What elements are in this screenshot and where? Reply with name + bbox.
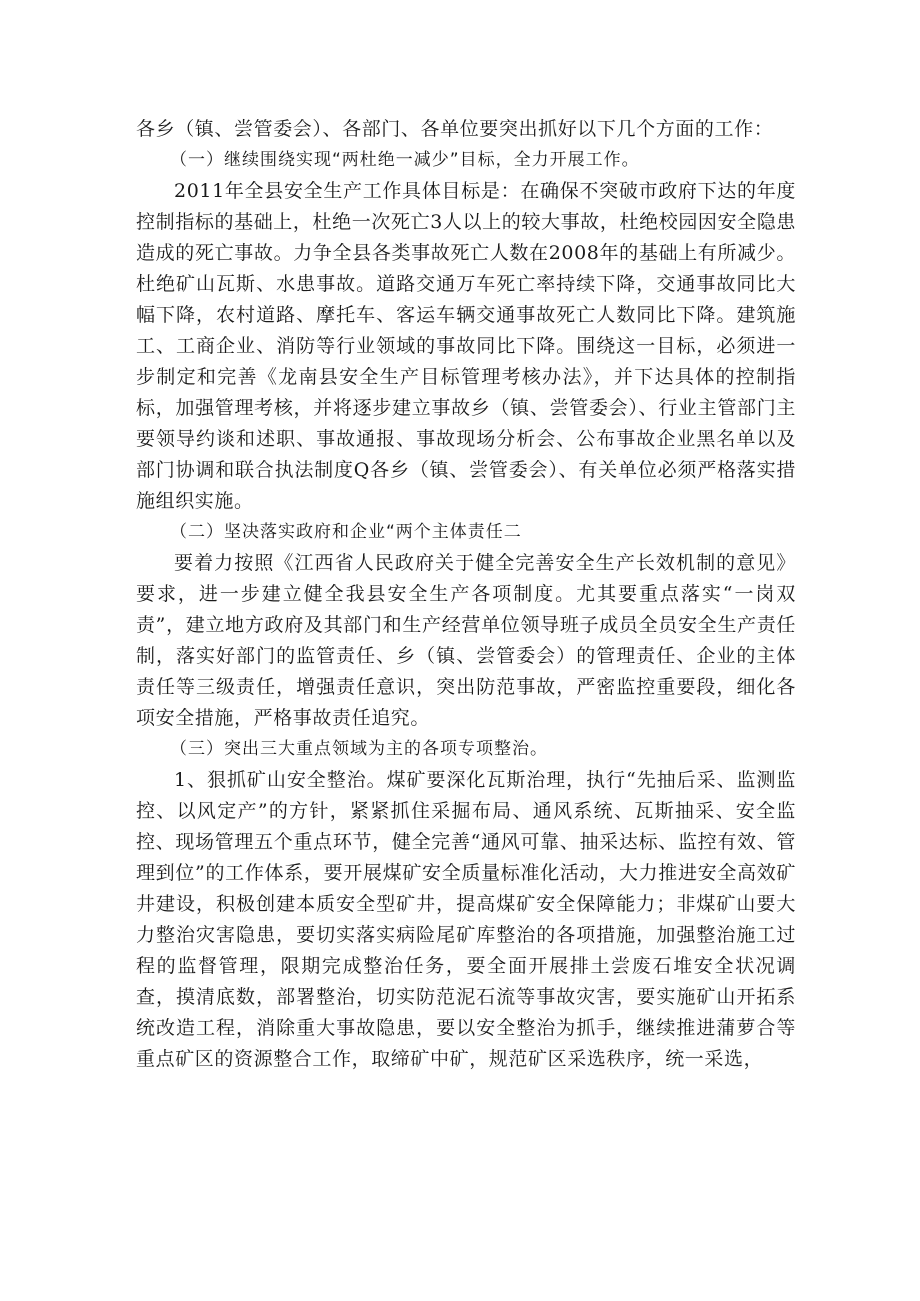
intro-paragraph: 各乡（镇、尝管委会）、各部门、各单位要突出抓好以下几个方面的工作： xyxy=(136,118,774,140)
body-paragraph-3: 1、狠抓矿山安全整治。煤矿要深化瓦斯治理，执行“先抽后采、监测监控、以风定产”的方针，紧紧抓住采掘布局、通风系统、瓦斯抽采、安全监控、现场管理五个重点环节，健全完善“通风可靠、抽采达标、监控有效、管理到位”的工作体系，要开展煤矿安全质量标准化活动，大力推进安全高效矿井建设，积极创建本质安全型矿井，提高煤矿安全保障能力；非煤矿山要大力整治灾害隐患，要切实落实病险尾矿库整治的各项措施，加强整治施工过程的监督管理，限期完成整治任务，要全面开展排土尝废石堆安全状况调查，摸清底数，部署整治，切实防范泥石流等事故灾害，要实施矿山开拓系统改造工程，消除重大事故隐患，要以安全整治为抓手，继续推进蒲萝合等重点矿区的资源整合工作，取缔矿中矿，规范矿区采选秩序，统一采选， xyxy=(136,769,796,1070)
body-paragraph-2: 要着力按照《江西省人民政府关于健全完善安全生产长效机制的意见》要求，进一步建立健全我县安全生产各项制度。尤其要重点落实“一岗双责”，建立地方政府及其部门和生产经营单位领导班子成员全员安全生产责任制，落实好部门的监管责任、乡（镇、尝管委会）的管理责任、企业的主体责任等三级责任，增强责任意识，突出防范事故，严密监控重要段，细化各项安全措施，严格事故责任追究。 xyxy=(136,552,796,729)
section-heading-3: （三）突出三大重点领域为主的各项专项整治。 xyxy=(170,739,548,759)
body-paragraph-1: 2011年全县安全生产工作具体目标是：在确保不突破市政府下达的年度控制指标的基础上，杜绝一次死亡3人以上的较大事故，杜绝校园因安全隐患造成的死亡事故。力争全县各类事故死亡人数在2008年的基础上有所减少。杜绝矿山瓦斯、水患事故。道路交通万车死亡率持续下降，交通事故同比大幅下降，农村道路、摩托车、客运车辆交通事故死亡人数同比下降。建筑施工、工商企业、消防等行业领域的事故同比下降。围绕这一目标，必须进一步制定和完善《龙南县安全生产目标管理考核办法》，并下达具体的控制指标，加强管理考核，并将逐步建立事故乡（镇、尝管委会）、行业主管部门主要领导约谈和述职、事故通报、事故现场分析会、公布事故企业黑名单以及部门协调和联合执法制度Q各乡（镇、尝管委会）、有关单位必须严格落实措施组织实施。 xyxy=(136,180,796,512)
document-body xyxy=(136,114,796,1075)
section-heading-2: （二）坚决落实政府和企业“两个主体责任二 xyxy=(170,522,522,542)
section-heading-1: （一）继续围绕实现“两杜绝一减少”目标，全力开展工作。 xyxy=(170,150,640,170)
